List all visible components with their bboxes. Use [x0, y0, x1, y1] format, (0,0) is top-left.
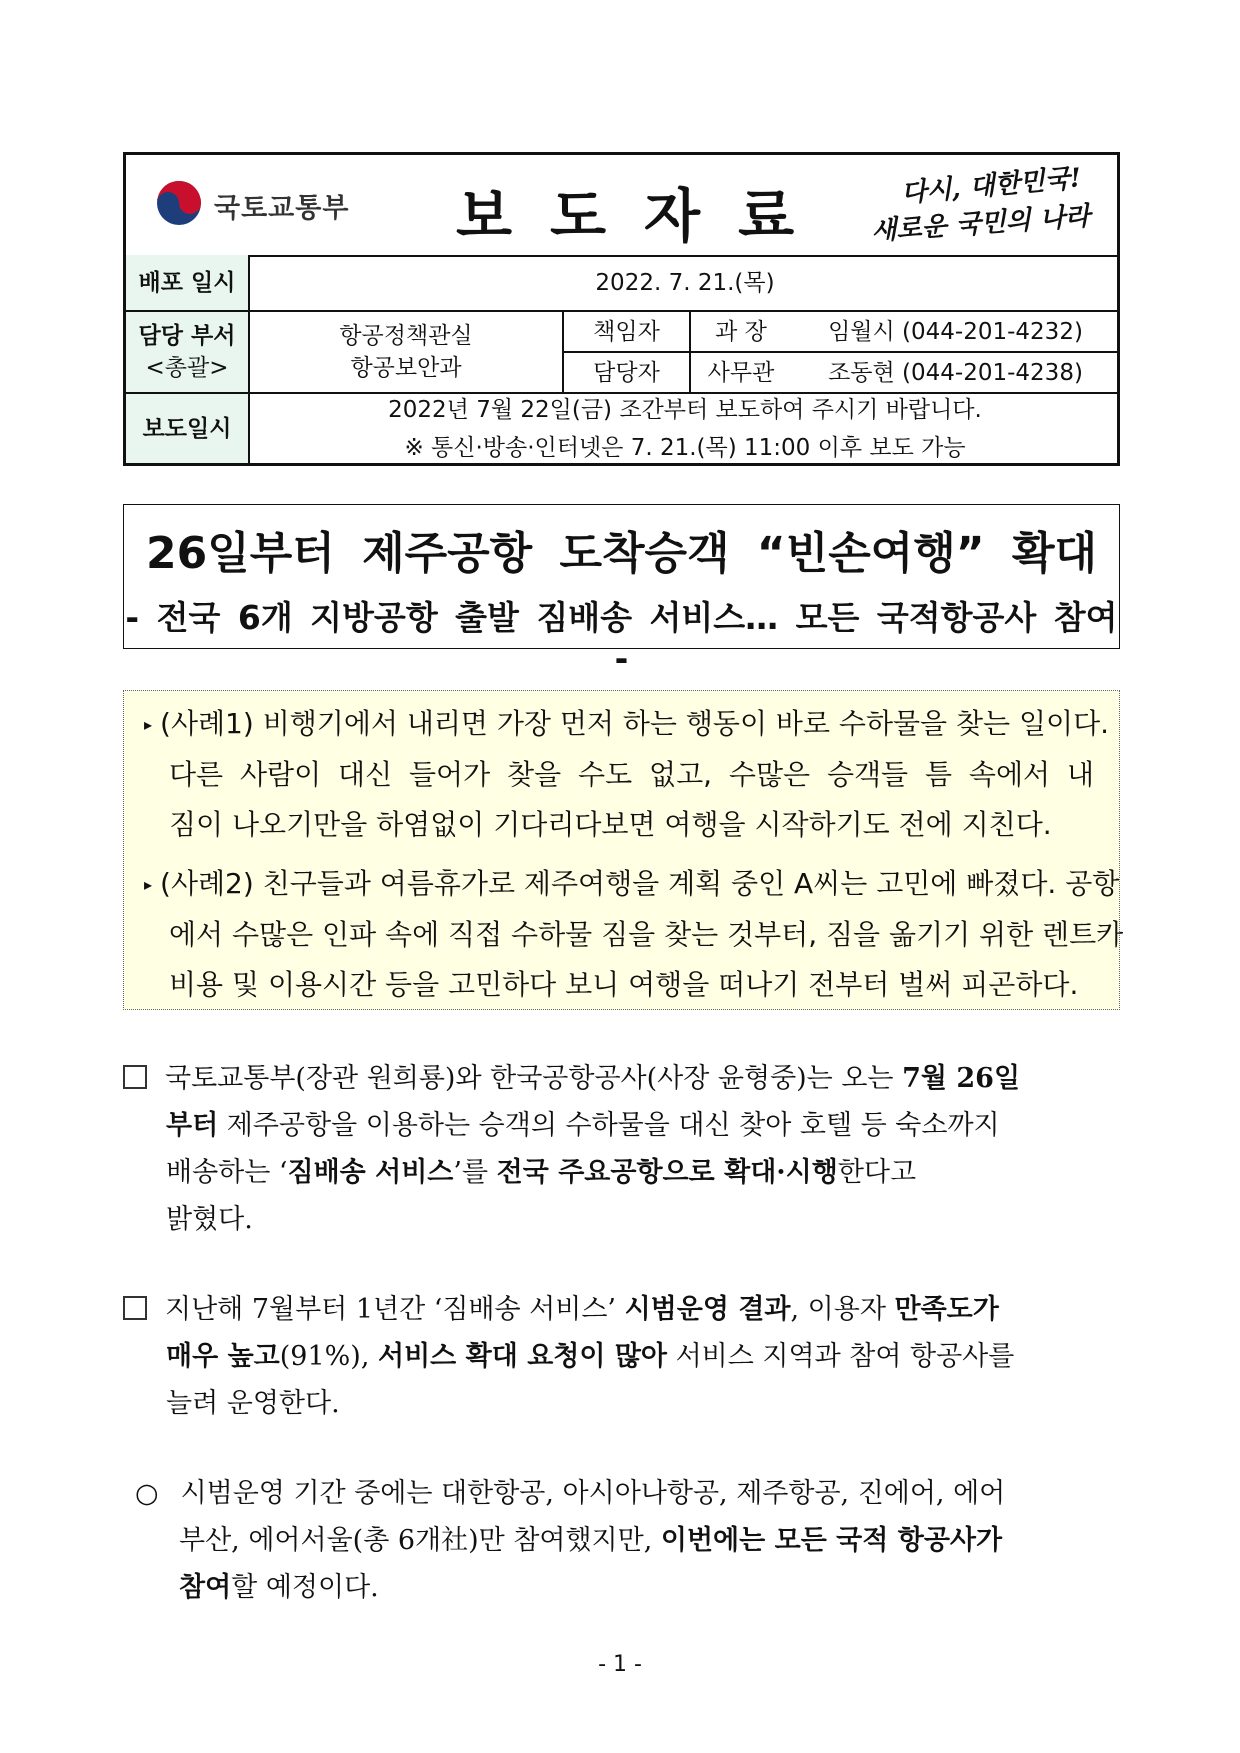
- dept-name-cell: [250, 312, 564, 394]
- headline-box: [123, 504, 1120, 678]
- example-cases-box: [123, 690, 1124, 1010]
- p1-bold: 부터: [166, 1110, 219, 1141]
- body-paragraph-2: [123, 1286, 1128, 1427]
- p3-bold: 참여: [179, 1572, 232, 1603]
- p2-text: 늘려 운영한다.: [166, 1388, 340, 1419]
- example-1-line-2: 다른 사람이 대신 들어가 찾을 수도 없고, 수많은 승객들 틈 속에서 내: [169, 758, 1094, 791]
- release-date-label: 배포 일시: [126, 255, 250, 312]
- dept-label: 담당 부서: [138, 323, 236, 349]
- p2-bold: 매우 높고: [166, 1341, 280, 1372]
- dept-name-2: 항공보안과: [350, 355, 462, 381]
- p1-text: 밝혔다.: [166, 1204, 253, 1235]
- p1-text: ’를: [453, 1157, 497, 1188]
- headline-subtitle: - 전국 6개 지방공항 출발 짐배송 서비스… 모든 국적항공사 참여 -: [125, 598, 1118, 678]
- embargo-cell: [250, 394, 1120, 463]
- slogan-line-2: 새로운 국민의 나라: [870, 201, 1092, 247]
- slogan-handwriting: [871, 165, 1101, 245]
- p1-text: 한다고: [837, 1157, 917, 1188]
- circle-bullet-icon: ○: [135, 1478, 159, 1509]
- p2-bold: 시범운영 결과: [624, 1294, 791, 1325]
- example-2-line-1: (사례2) 친구들과 여름휴가로 제주여행을 계획 중인 A씨는 고민에 빠졌다. 공항: [160, 867, 1120, 900]
- contact-role-2: 담당자: [564, 353, 691, 394]
- body-paragraph-3: [135, 1470, 1140, 1611]
- p2-text: , 이용자: [790, 1294, 895, 1325]
- org-name: 국토교통부: [214, 193, 350, 224]
- contact-title-1: 과 장: [691, 312, 791, 353]
- example-1-line-3: 짐이 나오기만을 하염없이 기다리다보면 여행을 시작하기도 전에 지친다.: [169, 808, 1052, 841]
- example-2-line-3: 비용 및 이용시간 등을 고민하다 보니 여행을 떠나기 전부터 벌써 피곤하다.: [169, 968, 1079, 1001]
- p3-text: 부산, 에어서울(총 6개社)만 참여했지만,: [179, 1525, 661, 1556]
- p3-text: 할 예정이다.: [231, 1572, 379, 1603]
- body-paragraph-1: [123, 1055, 1128, 1243]
- embargo-line-1: 2022년 7월 22일(금) 조간부터 보도하여 주시기 바랍니다.: [388, 396, 982, 423]
- checkbox-square-icon: [123, 1296, 147, 1320]
- page-number: - 1 -: [598, 1652, 642, 1677]
- example-case-2: [144, 859, 1124, 1010]
- embargo-line-2: ※ 통신·방송·인터넷은 7. 21.(목) 11:00 이후 보도 가능: [404, 434, 966, 461]
- doc-type-title: 보도자료: [456, 182, 833, 250]
- dept-sub-label: <총괄>: [145, 355, 229, 381]
- p2-bold: 서비스 확대 요청이 많아: [377, 1341, 668, 1372]
- bullet-triangle-icon: ▸: [144, 715, 153, 734]
- p3-text: 시범운영 기간 중에는 대한항공, 아시아나항공, 제주항공, 진에어, 에어: [180, 1478, 1006, 1509]
- checkbox-square-icon: [123, 1065, 147, 1089]
- contact-person-2: 조동현 (044-201-4238): [791, 353, 1120, 394]
- embargo-label: 보도일시: [126, 394, 250, 463]
- headline-title: 26일부터 제주공항 도착승객 “빈손여행” 확대: [146, 528, 1097, 579]
- p2-bold: 만족도가: [894, 1294, 999, 1325]
- dept-label-cell: [126, 312, 250, 394]
- p1-bold: 짐배송 서비스: [287, 1157, 454, 1188]
- taegeuk-logo-icon: [156, 180, 202, 226]
- contact-role-1: 책임자: [564, 312, 691, 353]
- dept-name-1: 항공정책관실: [339, 323, 473, 349]
- example-case-1: [144, 699, 1110, 850]
- bullet-triangle-icon: ▸: [144, 875, 153, 894]
- slogan-line-1: 다시, 대한민국!: [900, 163, 1083, 209]
- p1-bold: 7월 26일: [902, 1063, 1021, 1094]
- p1-text: 배송하는 ‘: [166, 1157, 288, 1188]
- contact-title-2: 사무관: [691, 353, 791, 394]
- header-banner: [126, 155, 1117, 257]
- release-date-value: 2022. 7. 21.(목): [250, 255, 1120, 312]
- example-2-line-2: 에서 수많은 인파 속에 직접 수하물 짐을 찾는 것부터, 짐을 옮기기 위한 렌트카: [169, 918, 1124, 951]
- p2-text: (91%),: [279, 1341, 378, 1372]
- press-release-header: [123, 152, 1120, 466]
- p1-text: 국토교통부(장관 원희룡)와 한국공항공사(사장 윤형중)는 오는: [165, 1063, 903, 1094]
- example-1-line-1: (사례1) 비행기에서 내리면 가장 먼저 하는 행동이 바로 수하물을 찾는 일이다.: [160, 707, 1110, 740]
- p2-text: 서비스 지역과 참여 항공사를: [667, 1341, 1015, 1372]
- contact-person-1: 임월시 (044-201-4232): [791, 312, 1120, 353]
- p1-bold: 전국 주요공항으로 확대·시행: [496, 1157, 838, 1188]
- p2-text: 지난해 7월부터 1년간 ‘짐배송 서비스’: [165, 1294, 625, 1325]
- p1-text: 제주공항을 이용하는 승객의 수하물을 대신 찾아 호텔 등 숙소까지: [218, 1110, 1000, 1141]
- p3-bold: 이번에는 모든 국적 항공사가: [660, 1525, 1003, 1556]
